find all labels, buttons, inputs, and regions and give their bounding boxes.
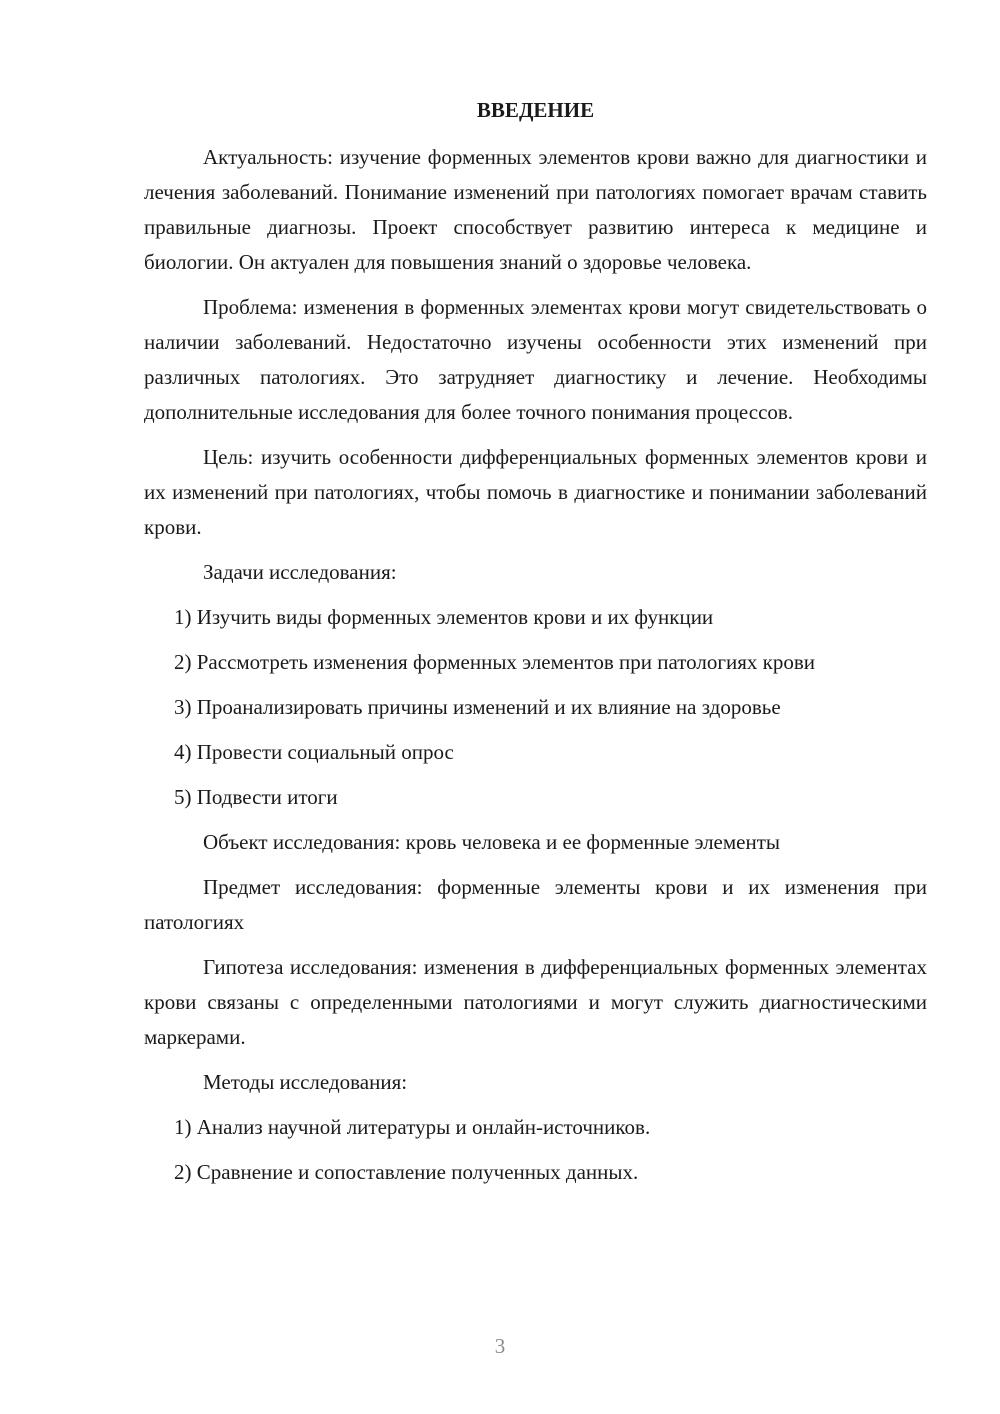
page-content (144, 93, 927, 1200)
task-item-3: 3) Проанализировать причины изменений и их влияние на здоровье (174, 695, 781, 719)
paragraph-object: Объект исследования: кровь человека и ее форменные элементы (203, 830, 781, 854)
task-item-4: 4) Провести социальный опрос (174, 740, 454, 764)
section-heading: ВВЕДЕНИЕ (476, 98, 595, 122)
paragraph-subject: Предмет исследования: форменные элементы крови и их изменения при патологиях (144, 875, 927, 934)
paragraph-relevance: Актуальность: изучение форменных элементов крови важно для диагностики и лечения заболеваний. Понимание изменений при патологиях помогает врачам ставить правильные диагнозы. Проект способствует развитию интереса к медицине и биологии. Он актуален для повышения знаний о здоровье человека. (144, 145, 927, 274)
task-item-5: 5) Подвести итоги (174, 785, 338, 809)
paragraph-problem: Проблема: изменения в форменных элементах крови могут свидетельствовать о наличии заболеваний. Недостаточно изучены особенности этих изменений при различных патологиях. Это затрудняет диагностику и лечение. Необходимы дополнительные исследования для более точного понимания процессов. (144, 295, 927, 424)
method-item-2: 2) Сравнение и сопоставление полученных данных. (174, 1160, 639, 1184)
page-number: 3 (494, 1334, 506, 1358)
paragraph-goal: Цель: изучить особенности дифференциальных форменных элементов крови и их изменений при патологиях, чтобы помочь в диагностике и понимании заболеваний крови. (144, 445, 927, 539)
paragraph-tasks-heading: Задачи исследования: (203, 560, 397, 584)
paragraph-hypothesis: Гипотеза исследования: изменения в дифференциальных форменных элементах крови связаны с определенными патологиями и могут служить диагностическими маркерами. (144, 955, 927, 1049)
paragraph-methods-heading: Методы исследования: (203, 1070, 408, 1094)
task-item-2: 2) Рассмотреть изменения форменных элементов при патологиях крови (174, 650, 815, 674)
method-item-1: 1) Анализ научной литературы и онлайн-источников. (174, 1115, 651, 1139)
task-item-1: 1) Изучить виды форменных элементов крови и их функции (174, 605, 714, 629)
